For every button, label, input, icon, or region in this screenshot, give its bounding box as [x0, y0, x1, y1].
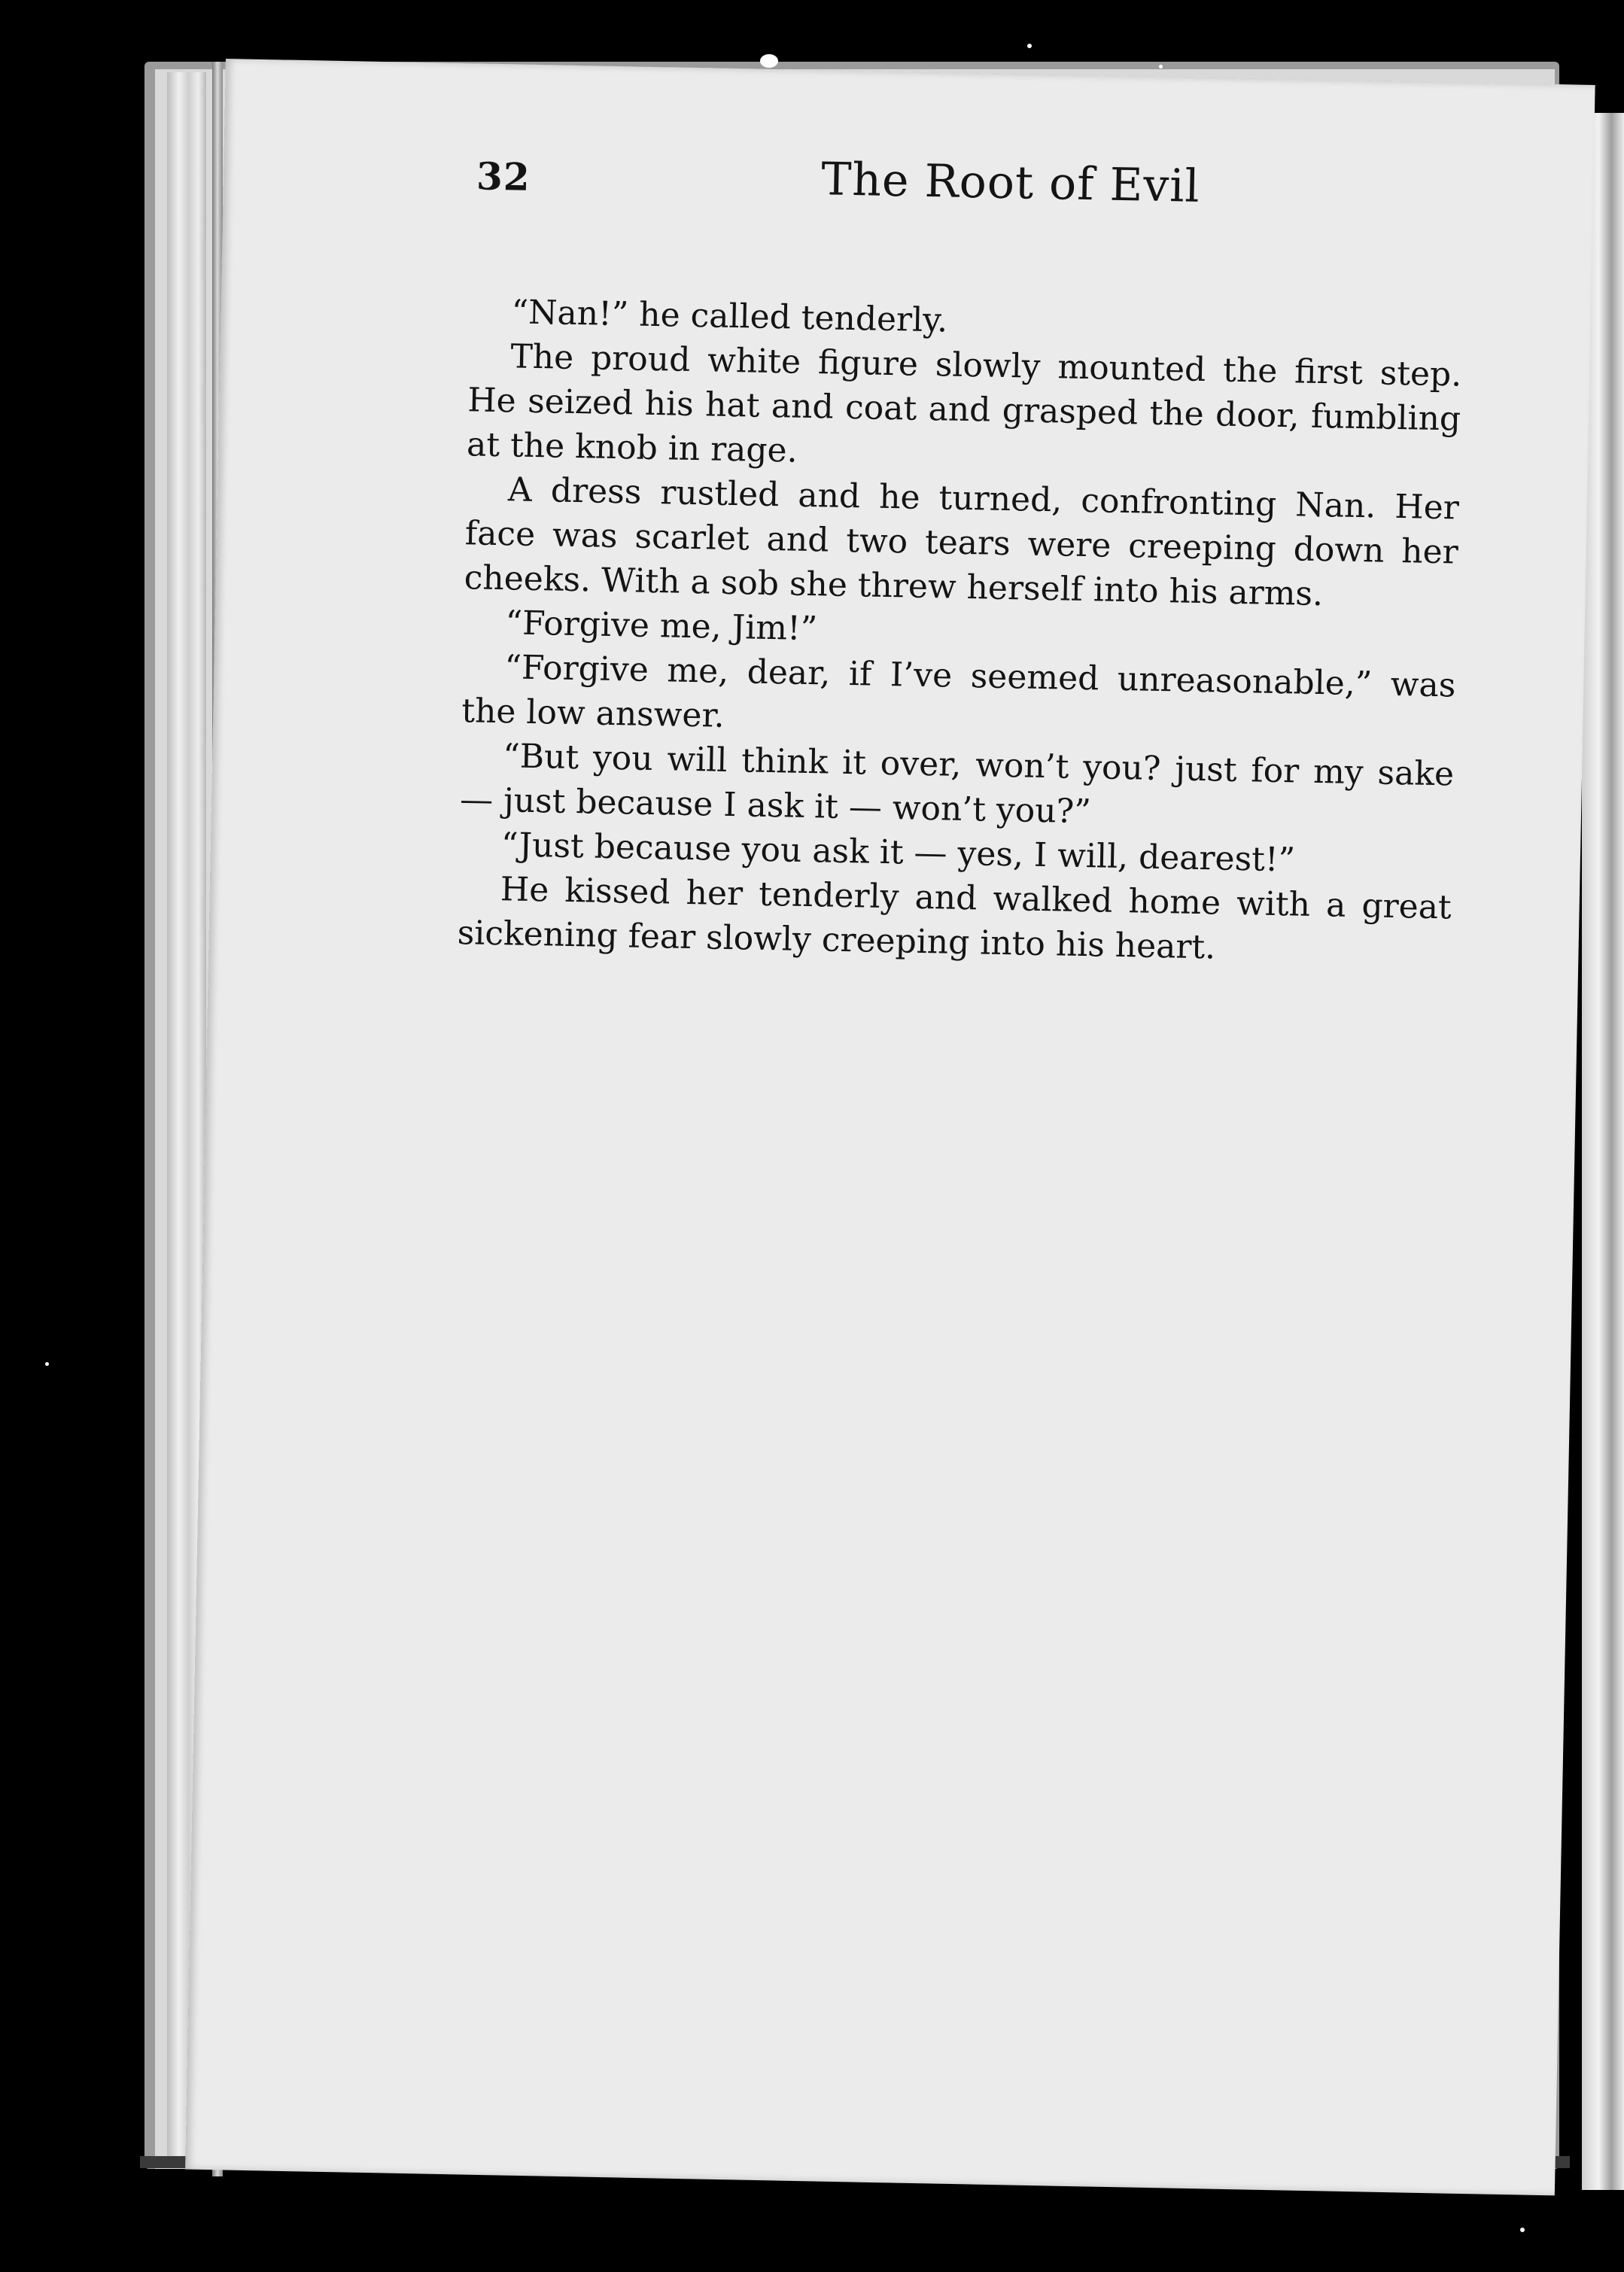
page-header	[476, 146, 1545, 234]
scan-speck	[45, 1362, 49, 1366]
paragraph: “Just because you ask it — yes, I will, dearest!”	[500, 826, 1296, 880]
scan-speck	[1520, 2228, 1525, 2232]
chapter-text	[457, 289, 1463, 974]
scan-speck	[1159, 65, 1163, 68]
paragraph: The proud white figure slowly mounted the first step. He seized his hat and coat and grasped the door, fumbling at the knob in rage.	[466, 337, 1462, 470]
paragraph: A dress rustled and he turned, confronting Nan. Her face was scarlet and two tears were creeping down her cheeks. With a sob she threw herself into his arms.	[464, 470, 1460, 614]
book-page	[185, 59, 1595, 2195]
paragraph: “Nan!” he called tenderly.	[511, 293, 948, 340]
paragraph: He kissed her tenderly and walked home with a great sickening fear slowly creeping into his heart.	[457, 870, 1452, 967]
paragraph: “Forgive me, dear, if I’ve seemed unreasonable,” was the low answer.	[461, 648, 1456, 735]
scan-speck	[760, 54, 778, 68]
page-number: 32	[476, 154, 531, 199]
paragraph: “Forgive me, Jim!”	[505, 604, 818, 649]
paragraph: “But you will think it over, won’t you? just for my sake — just because I ask it — won’t you?”	[459, 737, 1455, 832]
running-title: The Root of Evil	[820, 153, 1201, 213]
scan-speck	[1027, 44, 1032, 48]
